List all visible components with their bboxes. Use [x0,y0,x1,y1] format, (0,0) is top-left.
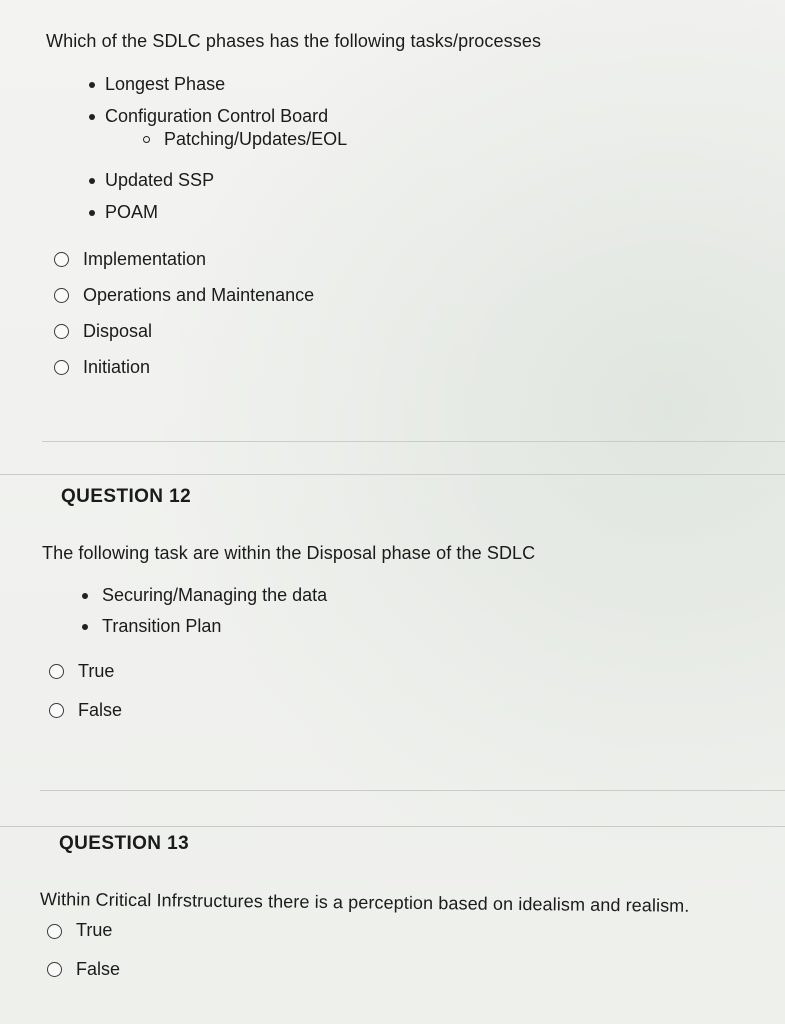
option-label-false[interactable]: False [76,959,121,979]
question-13-prompt: Within Critical Infrstructures there is a perception based on idealism and realism. [39,889,690,916]
sub-bullet-icon [143,136,150,143]
bullet-icon [89,82,95,88]
divider [0,826,785,827]
question-11-prompt: Which of the SDLC phases has the following tasks/processes [46,31,542,51]
question-11-bullet: Configuration Control Board [105,106,329,126]
radio-false[interactable] [49,703,64,718]
radio-disposal[interactable] [54,324,69,339]
bullet-icon [82,624,88,630]
bullet-icon [82,593,88,599]
option-label-false[interactable]: False [78,700,123,720]
option-label-initiation[interactable]: Initiation [83,357,151,377]
question-12-heading: QUESTION 12 [61,486,192,507]
radio-implementation[interactable] [54,252,69,267]
divider [42,441,785,442]
option-label-true[interactable]: True [78,661,115,681]
question-12-prompt: The following task are within the Disposal phase of the SDLC [42,543,536,563]
question-11-sub-bullet: Patching/Updates/EOL [164,129,348,149]
option-label-true[interactable]: True [76,920,113,940]
question-13-heading: QUESTION 13 [59,833,190,854]
radio-true[interactable] [47,924,62,939]
question-11-bullet: Updated SSP [105,170,215,190]
bullet-icon [89,210,95,216]
divider [0,474,785,475]
bullet-icon [89,178,95,184]
question-12-bullet: Securing/Managing the data [102,585,328,605]
radio-operations-maintenance[interactable] [54,288,69,303]
option-label-operations-maintenance[interactable]: Operations and Maintenance [83,285,315,305]
radio-true[interactable] [49,664,64,679]
question-12-bullet: Transition Plan [102,616,222,636]
question-11-bullet: Longest Phase [105,74,226,94]
bullet-icon [89,114,95,120]
option-label-implementation[interactable]: Implementation [83,249,207,269]
radio-initiation[interactable] [54,360,69,375]
divider [40,790,785,791]
radio-false[interactable] [47,962,62,977]
question-11-bullet: POAM [105,202,159,222]
option-label-disposal[interactable]: Disposal [83,321,153,341]
